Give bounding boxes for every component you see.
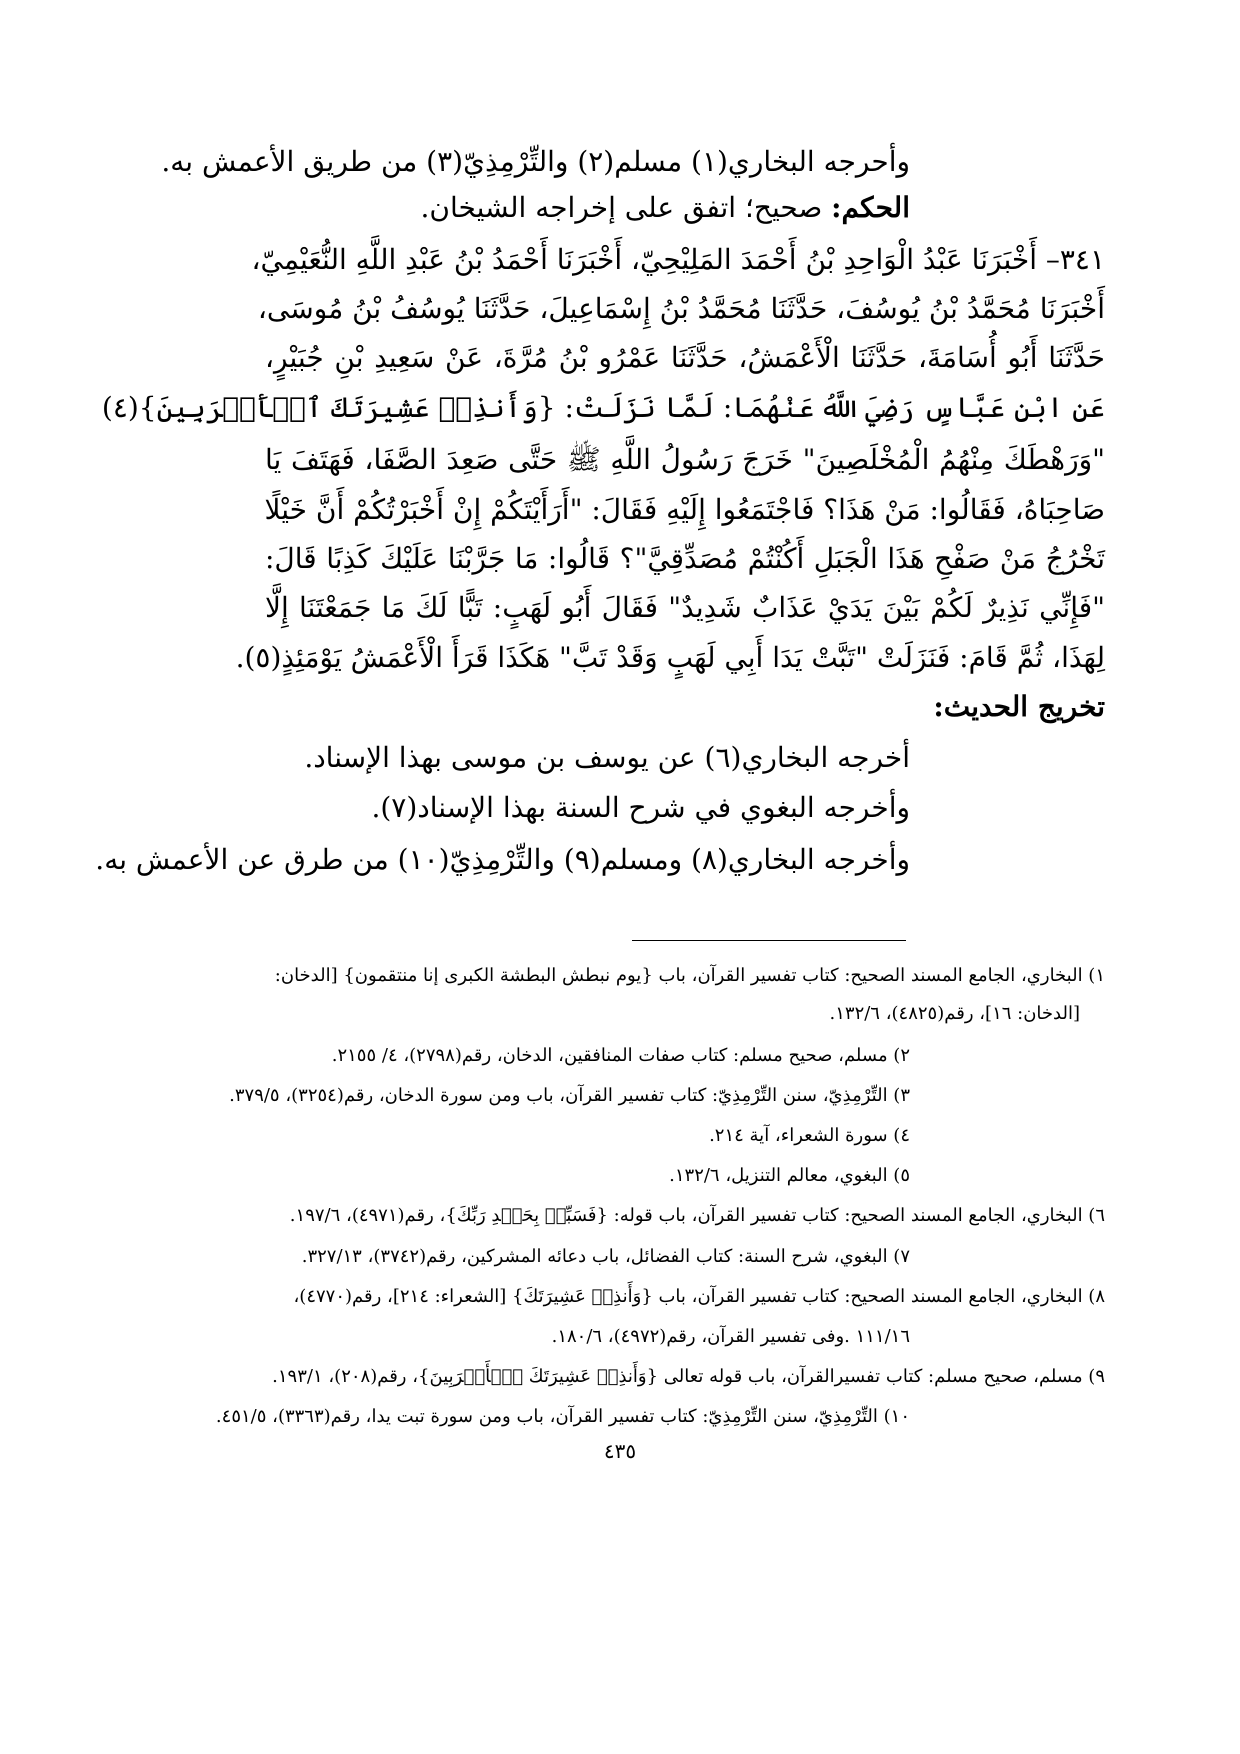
hadith-line: عَنِ ابْنِ عَبَّاسٍ رَضِيَ اللَّهُ عَنْهُمَا: لَمَّا نَزَلَتْ: {وَأَنذِرۡ عَشِيرَتَكَ ٱلۡأَقۡرَبِينَ}(٤) xyxy=(101,391,1105,424)
takhrij-line: أخرجه البخاري(٦) عن يوسف بن موسى بهذا الإسناد. xyxy=(304,741,910,774)
page-number: ٤٣٥ xyxy=(603,1439,637,1463)
body-line: وأحرجه البخاري(١) مسلم(٢) والتِّرْمِذِيّ(٣) من طريق الأعمش به. xyxy=(161,145,910,178)
hadith-line: أَخْبَرَنَا مُحَمَّدُ بْنُ يُوسُفَ، حَدَّثَنَا مُحَمَّدُ بْنُ إِسْمَاعِيلَ، حَدَّثَنَا يُوسُفُ بْنُ مُوسَى، xyxy=(257,292,1105,325)
takhrij-line: وأخرجه البخاري(٨) ومسلم(٩) والتِّرْمِذِيّ(١٠) من طرق عن الأعمش به. xyxy=(95,843,910,876)
hukm-label: الحكم: xyxy=(831,191,910,224)
hukm-text: صحيح؛ اتفق على إخراجه الشيخان. xyxy=(420,191,823,224)
hukm-line xyxy=(421,188,910,228)
hadith-line: حَدَّثَنَا أَبُو أُسَامَةَ، حَدَّثَنَا الْأَعْمَشُ، حَدَّثَنَا عَمْرُو بْنُ مُرَّةَ، عَنْ سَعِيدِ بْنِ جُبَيْرٍ، xyxy=(265,341,1105,374)
footnote-line: ٨) البخاري، الجامع المسند الصحيح: كتاب تفسير القرآن، باب {وَأَنذِرۡ عَشِيرَتَكَ} [الشعراء: ٢١٤]، رقم(٤٧٧٠)، xyxy=(293,1286,1105,1307)
hadith-line: "وَرَهْطَكَ مِنْهُمُ الْمُخْلَصِينَ" خَرَجَ رَسُولُ اللَّهِ ﷺ حَتَّى صَعِدَ الصَّفَا، فَهَتَفَ يَا xyxy=(265,443,1105,476)
footnote-line: ١٠) التِّرْمِذِيّ، سنن التِّرْمِذِيّ: كتاب تفسير القرآن، باب ومن سورة تبت يدا، رقم(٣٣٦٣)، ٤٥١/٥. xyxy=(215,1406,910,1427)
takhrij-heading: تخريج الحديث: xyxy=(933,690,1105,723)
footnote-line: ٩) مسلم، صحيح مسلم: كتاب تفسيرالقرآن، باب قوله تعالى {وَأَنذِرۡ عَشِيرَتَكَ ٱلۡأَقۡرَبِينَ}، رقم(٢٠٨)، ١٩٣/١. xyxy=(272,1366,1105,1387)
hadith-line: ٣٤١– أَخْبَرَنَا عَبْدُ الْوَاحِدِ بْنُ أَحْمَدَ المَلِيْحِيّ، أَخْبَرَنَا أَحْمَدُ بْنُ عَبْدِ اللَّهِ النُّعَيْمِيّ، xyxy=(251,243,1105,276)
footnote-line: ٣) التِّرْمِذِيّ، سنن التِّرْمِذِيّ: كتاب تفسير القرآن، باب ومن سورة الدخان، رقم(٣٢٥٤)، ٣٧٩/٥. xyxy=(229,1085,910,1106)
footnote-line: ٤) سورة الشعراء، آية ٢١٤. xyxy=(709,1125,910,1146)
footnote-separator xyxy=(632,940,906,941)
hadith-line: تَخْرُجُ مَنْ صَفْحِ هَذَا الْجَبَلِ أَكُنْتُمْ مُصَدِّقِيَّ"؟ قَالُوا: مَا جَرَّبْنَا عَلَيْكَ كَذِبًا قَالَ: xyxy=(265,542,1105,575)
footnote-line: ١١١/١٦ .وفى تفسير القرآن، رقم(٤٩٧٢)، ١٨٠/٦. xyxy=(551,1326,910,1347)
footnote-line: ٦) البخاري، الجامع المسند الصحيح: كتاب تفسير القرآن، باب قوله: {فَسَبِّحۡ بِحَمۡدِ رَبِّكَ}، رقم(٤٩٧١)، ١٩٧/٦. xyxy=(289,1205,1105,1226)
hadith-line: "فَإِنِّي نَذِيرٌ لَكُمْ بَيْنَ يَدَيْ عَذَابٌ شَدِيدٌ" فَقَالَ أَبُو لَهَبٍ: تَبًّا لَكَ مَا جَمَعْتَنَا إِلَّا xyxy=(265,591,1105,624)
hadith-line: صَاحِبَاهُ، فَقَالُوا: مَنْ هَذَا؟ فَاجْتَمَعُوا إِلَيْهِ فَقَالَ: "أَرَأَيْتَكُمْ إِنْ أَخْبَرْتُكُمْ أَنَّ خَيْلًا xyxy=(264,493,1105,526)
footnote-line: ٥) البغوي، معالم التنزيل، ١٣٢/٦. xyxy=(669,1165,910,1186)
takhrij-line: وأخرجه البغوي في شرح السنة بهذا الإسناد(٧). xyxy=(371,791,910,824)
footnote-line: ٢) مسلم، صحيح مسلم: كتاب صفات المنافقين، الدخان، رقم(٢٧٩٨)، ٤/ ٢١٥٥. xyxy=(331,1045,910,1066)
footnote-line: [الدخان: ١٦]، رقم(٤٨٢٥)، ١٣٢/٦. xyxy=(829,1003,1080,1024)
footnote-line: ١) البخاري، الجامع المسند الصحيح: كتاب تفسير القرآن، باب {يوم نبطش البطشة الكبرى إنا منتقمون} [الدخان: xyxy=(274,965,1105,986)
hadith-line: لِهَذَا، ثُمَّ قَامَ: فَنَزَلَتْ "تَبَّتْ يَدَا أَبِي لَهَبٍ وَقَدْ تَبَّ" هَكَذَا قَرَأَ الْأَعْمَشُ يَوْمَئِذٍ(٥). xyxy=(235,641,1105,674)
footnote-line: ٧) البغوي، شرح السنة: كتاب الفضائل، باب دعائه المشركين، رقم(٣٧٤٢)، ٣٢٧/١٣. xyxy=(301,1246,910,1267)
